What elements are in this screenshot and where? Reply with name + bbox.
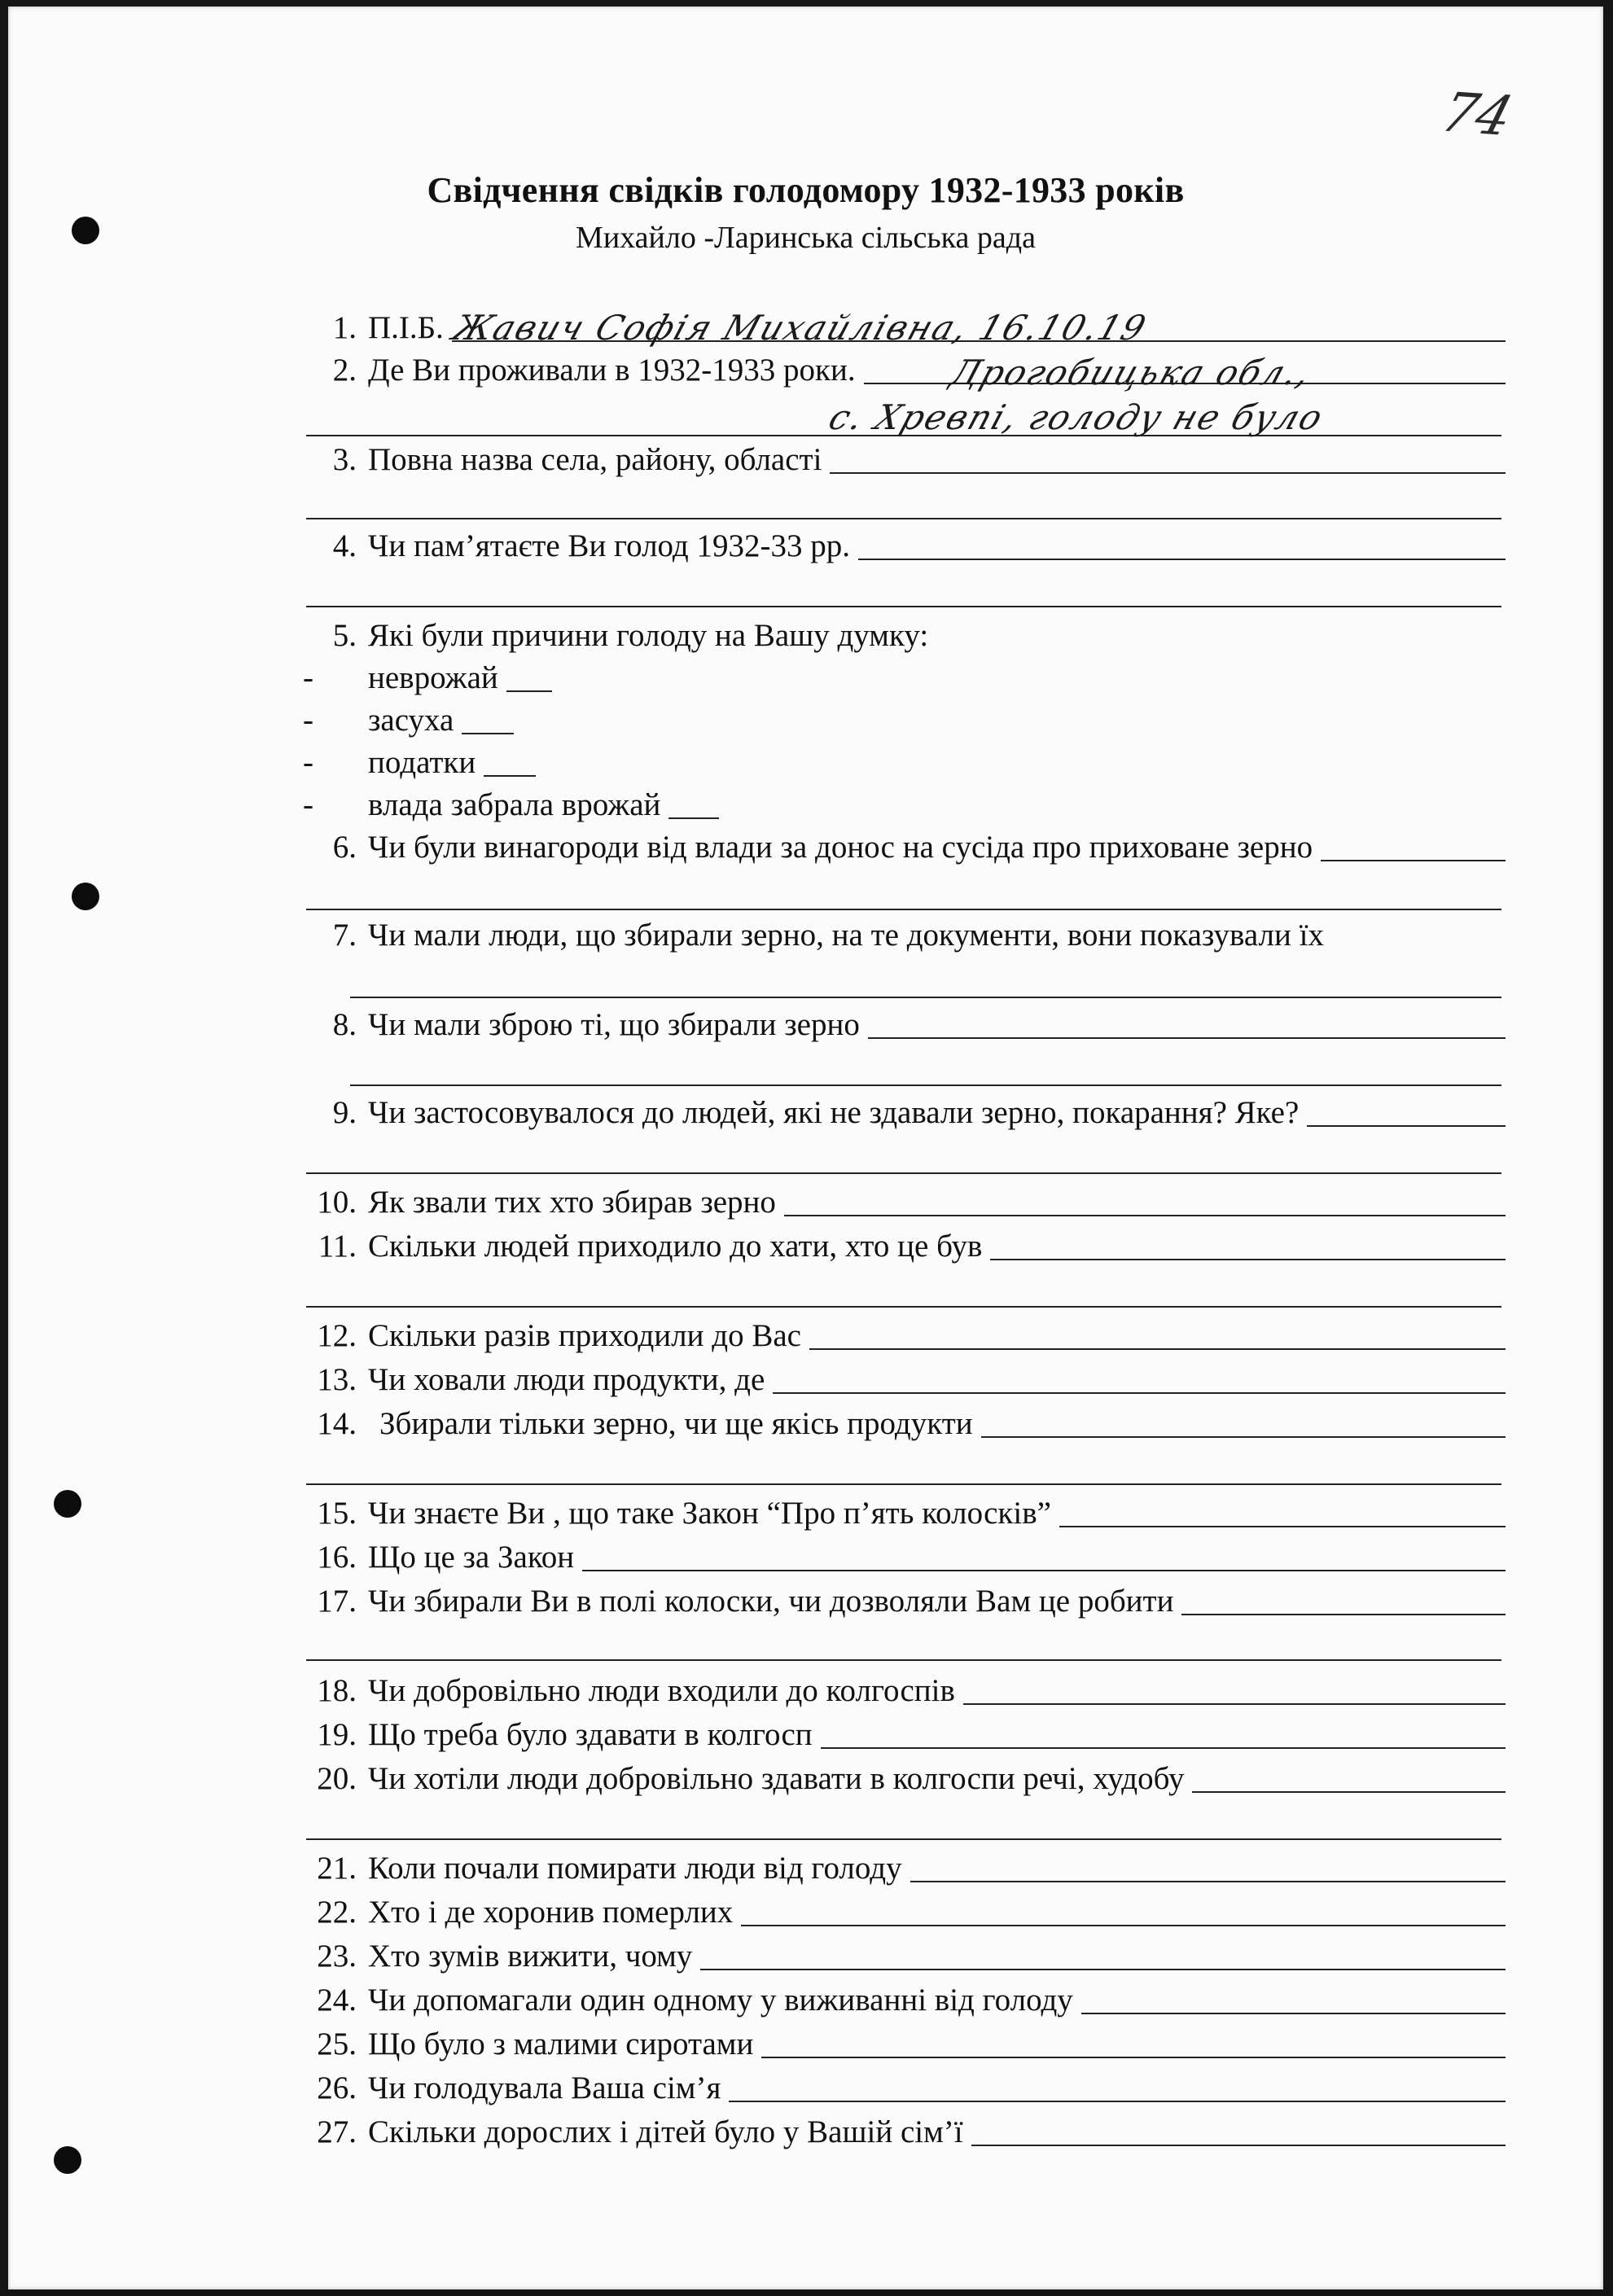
question-number: 23.	[317, 1939, 357, 1974]
question-text: Що треба було здавати в колгосп	[368, 1717, 813, 1752]
option-text: влада забрала врожай	[368, 787, 661, 822]
question-number: 4.	[332, 528, 357, 563]
question-number: 19.	[317, 1717, 357, 1752]
question-text: Чи пам’ятаєте Ви голод 1932-33 рр.	[368, 528, 850, 563]
option-blank[interactable]	[506, 661, 552, 692]
question-27	[303, 2114, 1506, 2151]
question-number: 1.	[332, 310, 357, 345]
question-text: Хто і де хоронив померлих	[368, 1895, 734, 1930]
question-21	[303, 1850, 1506, 1887]
answer-line[interactable]	[868, 1008, 1506, 1039]
answer-line[interactable]	[306, 1838, 1501, 1840]
question-text: Що було з малими сиротами	[368, 2027, 754, 2062]
answer-line[interactable]	[741, 1895, 1506, 1926]
punch-hole-4	[54, 2146, 81, 2174]
question-text: Хто зумів вижити, чому	[368, 1939, 693, 1974]
answer-line[interactable]	[830, 443, 1506, 474]
question-16	[303, 1539, 1506, 1576]
option-dash: -	[303, 787, 313, 822]
cause-option-harvest-seized	[303, 787, 719, 824]
answer-line[interactable]	[784, 1185, 1506, 1216]
question-8	[303, 1006, 1506, 1044]
answer-line[interactable]	[971, 2115, 1506, 2146]
question-10	[303, 1184, 1506, 1221]
cause-option-taxes	[303, 744, 536, 782]
answer-line[interactable]	[1307, 1096, 1506, 1127]
question-number: 3.	[332, 442, 357, 477]
question-number: 11.	[318, 1229, 357, 1264]
question-text: Як звали тих хто збирав зерно	[368, 1185, 776, 1220]
question-text: Чи мали зброю ті, що збирали зерно	[368, 1007, 860, 1042]
question-text: Чи добровільно люди входили до колгоспів	[368, 1673, 955, 1708]
answer-line[interactable]	[729, 2071, 1506, 2102]
answer-line[interactable]	[582, 1540, 1506, 1571]
question-11	[303, 1228, 1506, 1265]
question-4	[303, 528, 1506, 565]
document-subtitle: Михайло -Ларинська сільська рада	[576, 221, 1036, 255]
question-text: Чи застосовувалося до людей, які не здавали зерно, покарання? Яке?	[368, 1095, 1300, 1130]
question-text: Скільки людей приходило до хати, хто це був	[368, 1229, 983, 1264]
question-number: 20.	[317, 1761, 357, 1796]
question-number: 7.	[332, 918, 357, 953]
handwritten-answer-name: Жавич Софія Михайлівна, 16.10.19	[448, 308, 1152, 348]
answer-line[interactable]	[990, 1229, 1506, 1260]
question-number: 6.	[332, 830, 357, 865]
answer-line[interactable]	[1181, 1584, 1506, 1615]
answer-line[interactable]	[809, 1319, 1506, 1350]
question-text: Де Ви проживали в 1932-1933 роки.	[368, 353, 856, 388]
question-text: Чи голодувала Ваша сім’я	[368, 2070, 721, 2105]
question-text: П.І.Б.	[368, 310, 444, 345]
answer-line[interactable]	[306, 1306, 1501, 1308]
question-text: Коли почали помирати люди від голоду	[368, 1851, 902, 1886]
document-title: Свідчення свідків голодомору 1932-1933 років	[427, 170, 1185, 210]
question-24	[303, 1982, 1506, 2019]
question-text: Чи знаєте Ви , що таке Закон “Про п’ять колосків”	[368, 1496, 1051, 1531]
question-number: 26.	[317, 2070, 357, 2105]
question-23	[303, 1938, 1506, 1975]
question-number: 14.	[317, 1406, 357, 1441]
question-text: Які були причини голоду на Вашу думку:	[368, 618, 929, 653]
cause-option-drought	[303, 702, 514, 739]
answer-line[interactable]	[858, 529, 1506, 560]
answer-line[interactable]	[306, 1172, 1501, 1174]
question-number: 22.	[317, 1895, 357, 1930]
question-number: 5.	[332, 618, 357, 653]
question-6	[303, 829, 1506, 866]
question-14	[303, 1405, 1506, 1443]
answer-line[interactable]	[761, 2027, 1506, 2058]
option-blank[interactable]	[668, 788, 719, 819]
answer-line[interactable]	[306, 909, 1501, 910]
question-text: Збирали тільки зерно, чи ще якісь продукти	[379, 1406, 973, 1441]
question-number: 27.	[317, 2114, 357, 2149]
option-text: податки	[368, 745, 476, 780]
question-13	[303, 1361, 1506, 1399]
answer-line[interactable]	[981, 1407, 1506, 1438]
question-19	[303, 1716, 1506, 1754]
answer-line[interactable]	[963, 1674, 1506, 1705]
question-text: Що це за Закон	[368, 1540, 575, 1575]
archive-page-number: 74	[1434, 81, 1520, 148]
answer-line[interactable]	[306, 518, 1501, 519]
question-number: 16.	[317, 1540, 357, 1575]
question-number: 13.	[317, 1362, 357, 1397]
answer-line[interactable]	[1321, 830, 1506, 861]
handwritten-answer-residence-2: с. Хревпі, голоду не було	[824, 397, 1330, 437]
option-dash: -	[303, 745, 313, 780]
question-text: Чи хотіли люди добровільно здавати в колгоспи речі, худобу	[368, 1761, 1185, 1796]
question-12	[303, 1317, 1506, 1355]
question-text: Чи ховали люди продукти, де	[368, 1362, 765, 1397]
question-text: Скільки дорослих і дітей було у Вашій сім’ї	[368, 2114, 963, 2149]
answer-line[interactable]	[773, 1363, 1506, 1394]
question-text: Чи допомагали один одному у виживанні від голоду	[368, 1983, 1073, 2018]
answer-line[interactable]	[821, 1718, 1506, 1749]
answer-line[interactable]	[1081, 1983, 1506, 2014]
question-number: 18.	[317, 1673, 357, 1708]
question-3	[303, 441, 1506, 479]
answer-line[interactable]	[306, 606, 1501, 607]
question-text: Повна назва села, району, області	[368, 442, 822, 477]
question-5	[303, 617, 1506, 655]
cause-option-crop-failure	[303, 659, 552, 697]
option-blank[interactable]	[484, 746, 536, 777]
questionnaire-sheet	[8, 7, 1603, 2289]
question-18	[303, 1672, 1506, 1710]
answer-line[interactable]	[1192, 1762, 1506, 1793]
answer-line[interactable]	[1059, 1496, 1506, 1527]
question-25	[303, 2026, 1506, 2063]
question-number: 2.	[332, 353, 357, 388]
question-2	[303, 352, 1506, 389]
option-text: засуха	[368, 703, 454, 738]
answer-line[interactable]	[350, 1084, 1501, 1086]
question-22	[303, 1894, 1506, 1931]
option-blank[interactable]	[462, 703, 514, 734]
question-number: 10.	[317, 1185, 357, 1220]
answer-line[interactable]	[350, 997, 1501, 998]
question-text: Скільки разів приходили до Вас	[368, 1318, 801, 1353]
answer-line[interactable]	[910, 1851, 1506, 1882]
question-text: Чи мали люди, що збирали зерно, на те документи, вони показували їх	[368, 918, 1324, 953]
question-number: 21.	[317, 1851, 357, 1886]
option-dash: -	[303, 660, 313, 695]
question-17	[303, 1583, 1506, 1620]
answer-line[interactable]	[306, 1659, 1501, 1661]
option-text: неврожай	[368, 660, 498, 695]
question-number: 25.	[317, 2027, 357, 2062]
question-26	[303, 2070, 1506, 2107]
answer-line[interactable]	[306, 1483, 1501, 1485]
question-number: 15.	[317, 1496, 357, 1531]
question-number: 9.	[332, 1095, 357, 1130]
question-number: 8.	[332, 1007, 357, 1042]
question-7	[303, 917, 1506, 954]
question-text: Чи були винагороди від влади за донос на сусіда про приховане зерно	[368, 830, 1313, 865]
question-number: 24.	[317, 1983, 357, 2018]
question-15	[303, 1495, 1506, 1532]
punch-hole-3	[54, 1490, 81, 1518]
question-number: 12.	[317, 1318, 357, 1353]
question-text: Чи збирали Ви в полі колоски, чи дозволяли Вам це робити	[368, 1584, 1174, 1619]
answer-line[interactable]	[700, 1939, 1506, 1970]
question-20	[303, 1760, 1506, 1798]
handwritten-answer-residence-1: Дрогобицька обл.,	[946, 353, 1317, 392]
question-9	[303, 1094, 1506, 1132]
question-number: 17.	[317, 1584, 357, 1619]
punch-hole-2	[72, 883, 99, 910]
option-dash: -	[303, 703, 313, 738]
